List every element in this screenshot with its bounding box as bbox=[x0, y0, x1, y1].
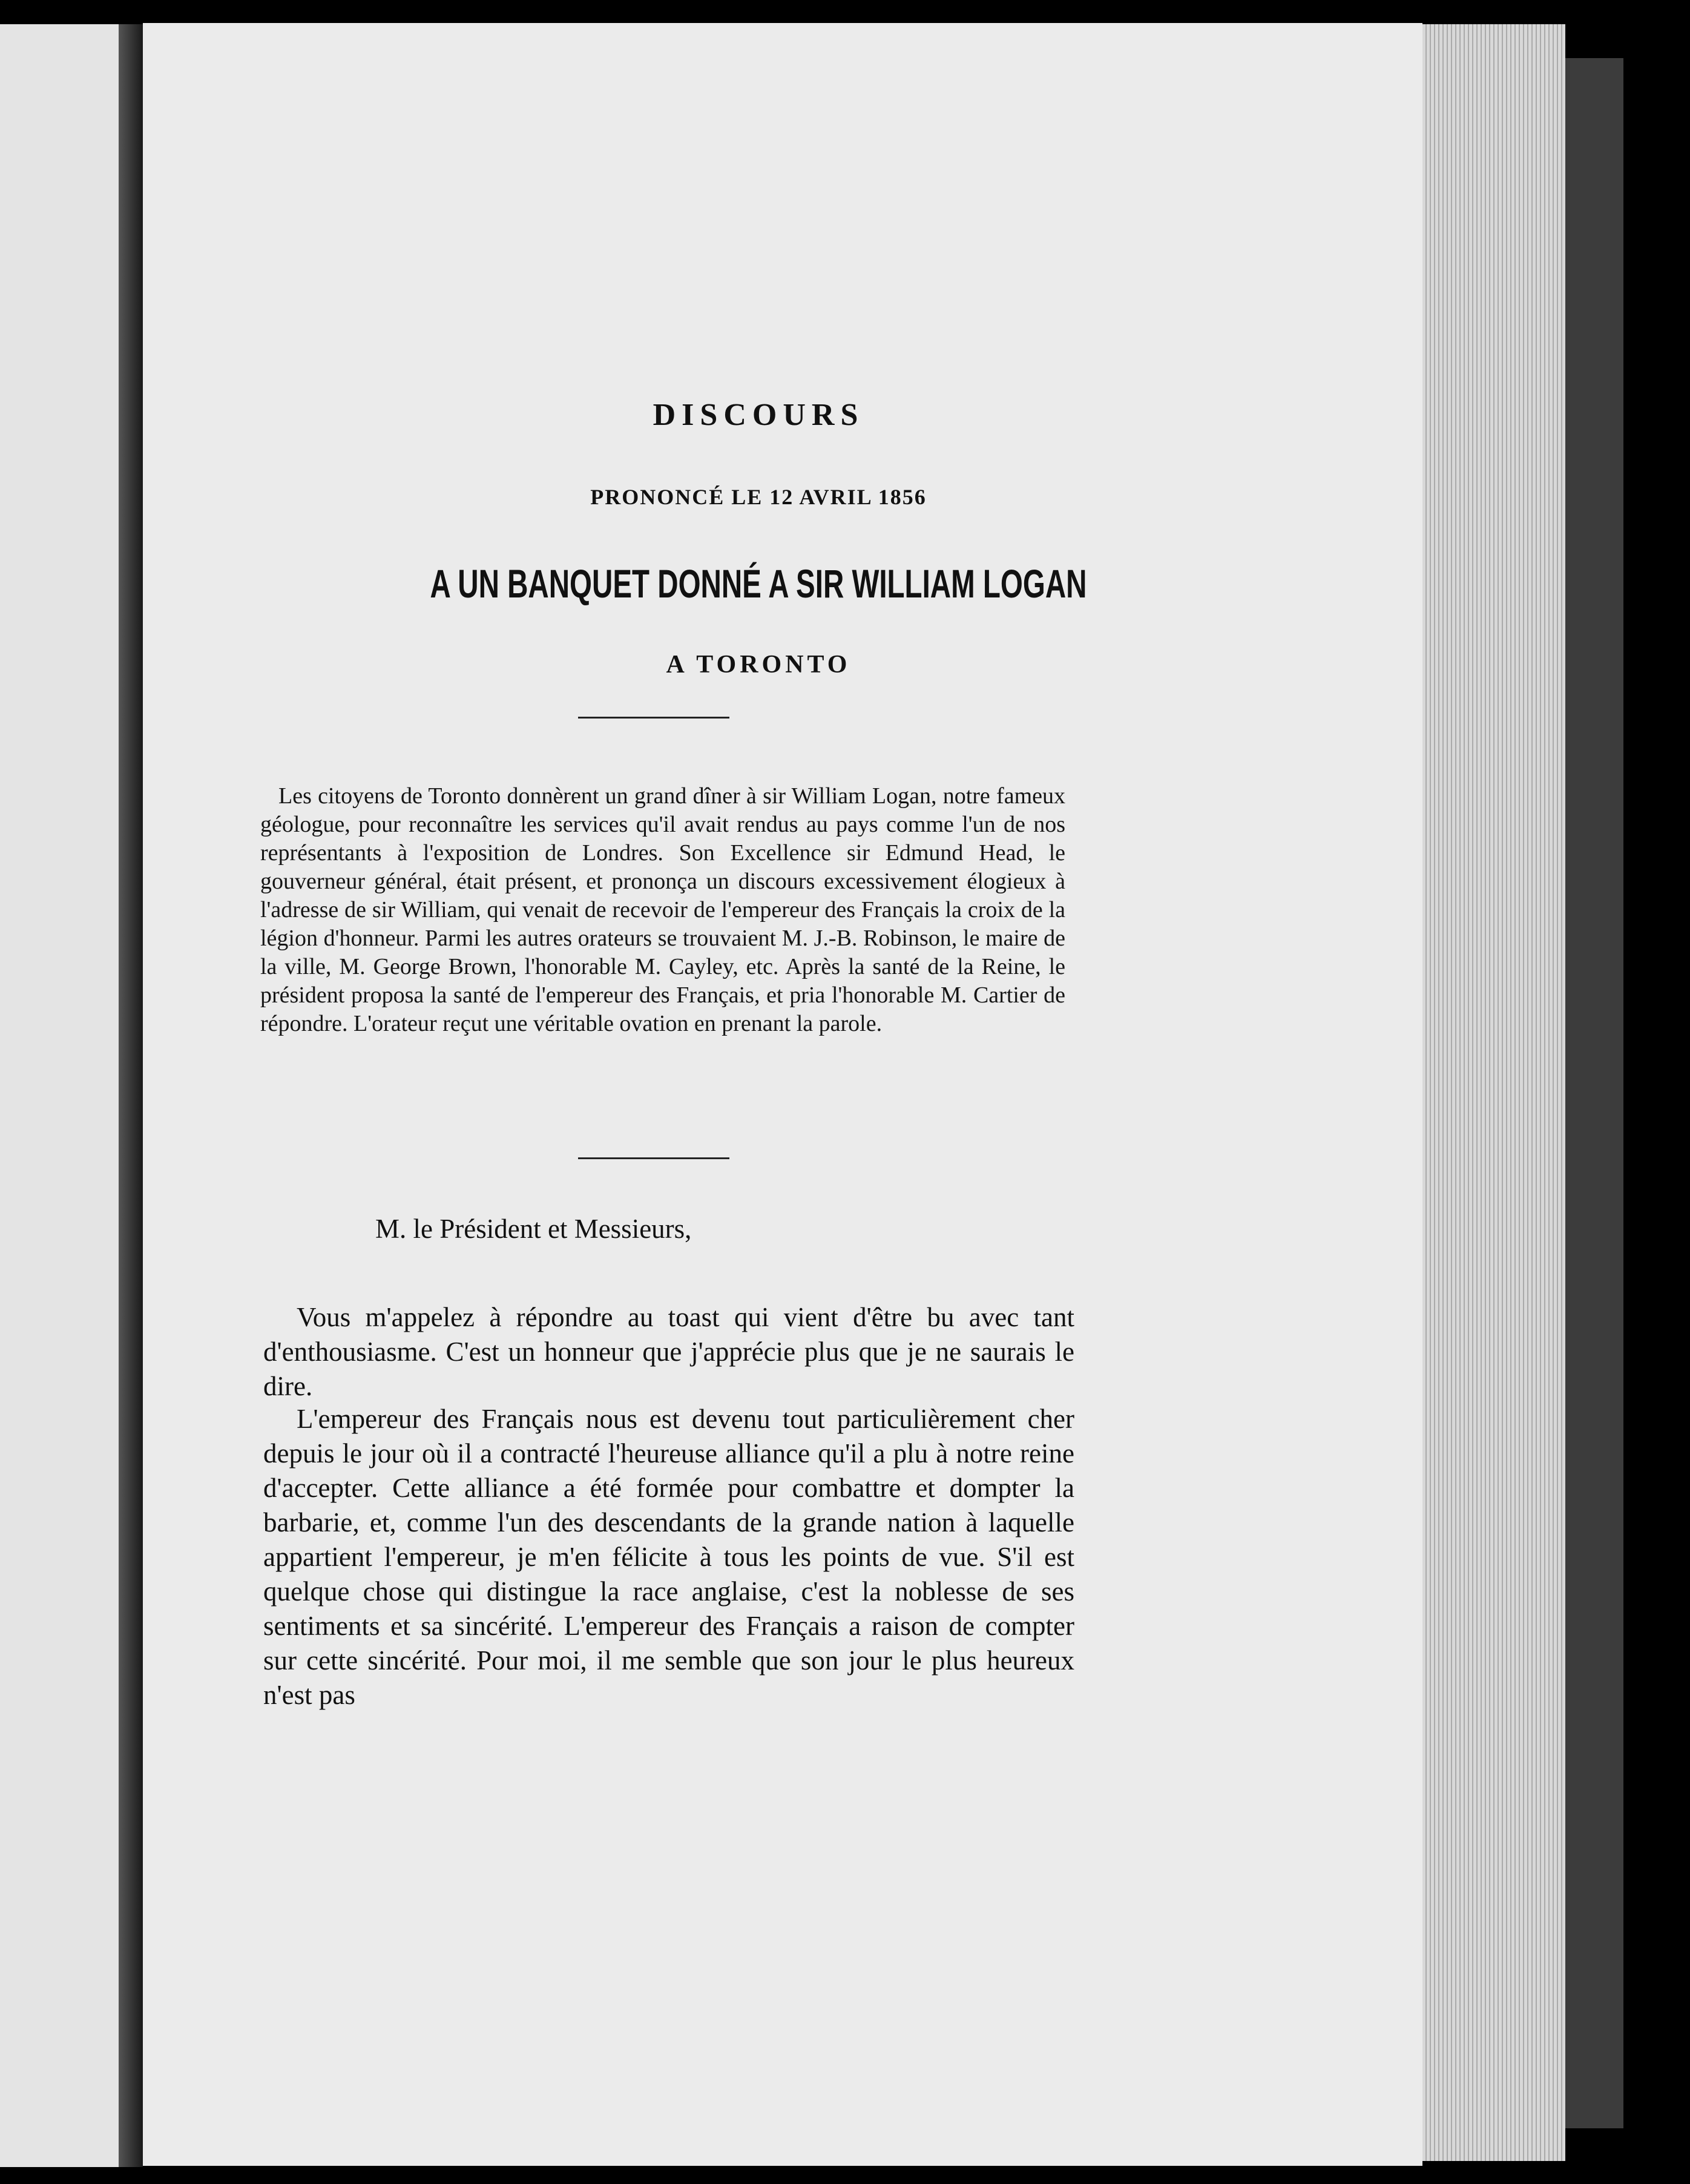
speech-paragraph: Vous m'appelez à répondre au toast qui vient d'être bu avec tant d'enthousiasme. C'est un honneur que j'apprécie plus que je ne saurais le dire. bbox=[263, 1302, 1074, 1401]
document-occasion-heading: A UN BANQUET DONNÉ A SIR WILLIAM LOGAN bbox=[430, 561, 1087, 606]
document-place-heading: A TORONTO bbox=[666, 651, 851, 679]
document-date-line: PRONONCÉ LE 12 AVRIL 1856 bbox=[590, 485, 927, 509]
book-cover-edge bbox=[1565, 58, 1623, 2128]
speech-salutation: M. le Président et Messieurs, bbox=[375, 1214, 692, 1244]
book-page-edges bbox=[1422, 24, 1565, 2161]
introduction-paragraph: Les citoyens de Toronto donnèrent un grand dîner à sir William Logan, notre fameux géologue, pour reconnaître les services qu'il avait rendus au pays comme l'un de nos représentants à l'exposition de Londres. Son Excellence sir Edmund Head, le gouverneur général, était présent, et prononça un discours excessivement élogieux à l'adresse de sir William, qui venait de recevoir de l'empereur des Français la croix de la légion d'honneur. Parmi les autres orateurs se trouvaient M. J.-B. Robinson, le maire de la ville, M. George Brown, l'honorable M. Cayley, etc. Après la santé de la Reine, le président proposa la santé de l'empereur des Français, et pria l'honorable M. Cartier de répondre. L'orateur reçut une véritable ovation en prenant la parole. bbox=[260, 783, 1065, 1036]
document-title: DISCOURS bbox=[653, 398, 864, 432]
speech-paragraph: L'empereur des Français nous est devenu tout particulièrement cher depuis le jour où il a contracté l'heureuse alliance qu'il a plu à notre reine d'accepter. Cette alliance a été formée pour combattre et dompter la barbarie, et, comme l'un des descendants de la grande nation à laquelle appartient l'empereur, je m'en félicite à tous les points de vue. S'il est quelque chose qui distingue la race anglaise, c'est la noblesse de ses sentiments et sa sincérité. L'empereur des Français a raison de compter sur cette sincérité. Pour moi, il me semble que son jour le plus heureux n'est pas bbox=[263, 1404, 1074, 1710]
bottom-divider-rule bbox=[578, 1157, 729, 1159]
previous-page-edge bbox=[0, 24, 119, 2167]
book-page bbox=[143, 23, 1422, 2166]
top-divider-rule bbox=[578, 717, 729, 719]
book-gutter bbox=[119, 24, 143, 2167]
